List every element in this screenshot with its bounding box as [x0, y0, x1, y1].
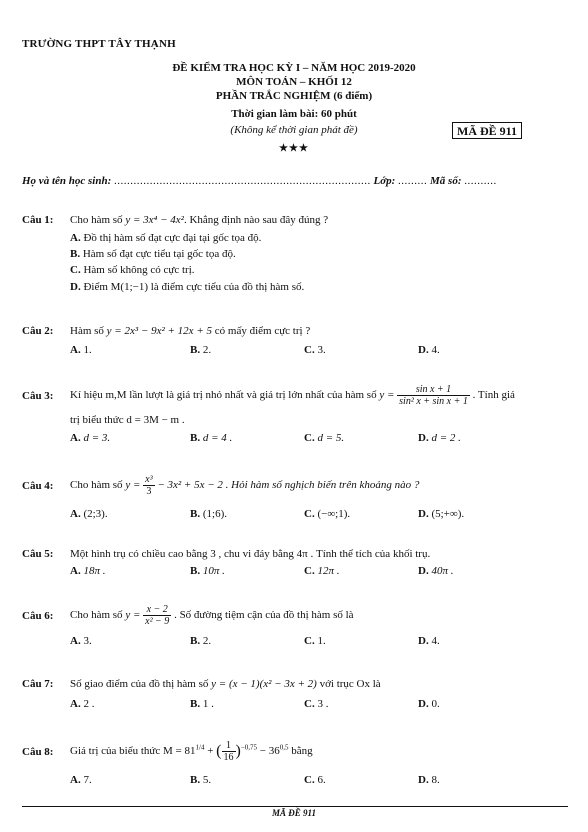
section-title: PHẦN TRẮC NGHIỆM (6 điểm) [215, 90, 373, 102]
option-c[interactable]: C. 6. [304, 774, 326, 786]
question-stem: Cho hàm số y = 3x⁴ − 4x². Khẳng định nào sau đây đúng ? [70, 214, 329, 226]
question-number: Câu 6: [22, 610, 54, 622]
option-a[interactable]: A. 2 . [70, 698, 95, 710]
option-b[interactable]: B. 5. [190, 774, 212, 786]
option-d[interactable]: D. 0. [418, 698, 440, 710]
name-field[interactable]: ............................................................................... [113, 175, 371, 187]
option-c[interactable]: C. 3. [304, 344, 326, 356]
option-b[interactable]: B. (1;6). [190, 508, 227, 520]
option-d[interactable]: D. (5;+∞). [418, 508, 465, 520]
option-a[interactable]: A. 1. [70, 344, 92, 356]
question-stem: Một hình trụ có chiều cao bằng 3 , chu vi đáy bằng 4π . Tính thể tích của khối trụ. [70, 548, 431, 560]
option-c[interactable]: C. 12π . [304, 565, 340, 577]
exam-title: ĐỀ KIỂM TRA HỌC KỲ I – NĂM HỌC 2019-2020 [172, 62, 416, 74]
time-note: (Không kể thời gian phát đề) [230, 124, 358, 136]
option-a[interactable]: A. 7. [70, 774, 92, 786]
question-number: Câu 7: [22, 678, 54, 690]
math-expression: y = 3x⁴ − 4x² [125, 214, 184, 226]
question-stem: Kí hiệu m,M lần lượt là giá trị nhỏ nhất và giá trị lớn nhất của hàm số y = $\frac{\text{sin x + 1}}{\text{sin² x + sin x + 1}}$ . Tính giá [70, 384, 515, 407]
option-a[interactable]: A. d = 3. [70, 432, 111, 444]
stars-divider: ★★★ [279, 143, 309, 154]
time-limit: Thời gian làm bài: 60 phút [231, 108, 357, 120]
footer-divider [22, 806, 568, 807]
fraction: $\frac{\text{sin x + 1}}{\text{sin² x + sin x + 1}}$ [399, 384, 468, 407]
option-a[interactable]: A. 18π . [70, 565, 106, 577]
option-c[interactable]: C. 3 . [304, 698, 329, 710]
option-b[interactable]: B. 10π . [190, 565, 225, 577]
question-number: Câu 4: [22, 480, 54, 492]
question-number: Câu 3: [22, 390, 54, 402]
fraction: $\frac{1}{16}$ [223, 740, 234, 763]
question-stem: Cho hàm số y = $\frac{\text{x³}}{3}$ − 3x² + 5x − 2 . Hỏi hàm số nghịch biến trên khoảng nào ? [70, 474, 420, 497]
option-a[interactable]: A. 3. [70, 635, 92, 647]
option-d[interactable]: D. Điểm M(1;−1) là điểm cực tiểu của đồ thị hàm số. [70, 281, 305, 293]
fraction: $\frac{\text{x³}}{3}$ [145, 474, 153, 497]
question-stem: Số giao điểm của đồ thị hàm số y = (x − 1)(x² − 3x + 2) với trục Ox là [70, 678, 381, 690]
math-expression: y = (x − 1)(x² − 3x + 2) [211, 678, 317, 690]
option-d[interactable]: D. 4. [418, 344, 440, 356]
option-d[interactable]: D. 8. [418, 774, 440, 786]
class-label: Lớp: [373, 175, 396, 187]
question-number: Câu 8: [22, 746, 54, 758]
option-d[interactable]: D. 4. [418, 635, 440, 647]
option-c[interactable]: C. Hàm số không có cực trị. [70, 264, 195, 276]
option-d[interactable]: D. 40π . [418, 565, 454, 577]
option-c[interactable]: C. 1. [304, 635, 326, 647]
option-b[interactable]: B. Hàm số đạt cực tiểu tại gốc tọa độ. [70, 248, 236, 260]
question-stem: Giá trị của biểu thức $M = 81^{1/4}$ + ( $\frac{1}{16}$ )$^{-0,75} - 36^{0,5}$ bằng [70, 740, 313, 763]
option-a[interactable]: A. (2;3). [70, 508, 108, 520]
school-name: TRƯỜNG THPT TÂY THẠNH [22, 38, 176, 50]
question-stem: Cho hàm số y = $\frac{x - 2}{\text{x² − 9}}$ . Số đường tiệm cận của đồ thị hàm số là [70, 604, 354, 627]
option-b[interactable]: B. 2. [190, 344, 212, 356]
question-number: Câu 1: [22, 214, 54, 226]
option-b[interactable]: B. 1 . [190, 698, 214, 710]
fraction: $\frac{x - 2}{\text{x² − 9}}$ [145, 604, 170, 627]
option-c[interactable]: C. (−∞;1). [304, 508, 351, 520]
option-d[interactable]: D. d = 2 . [418, 432, 461, 444]
question-stem: Hàm số y = 2x³ − 9x² + 12x + 5 có mấy điểm cực trị ? [70, 325, 311, 337]
name-label: Họ và tên học sinh: [22, 175, 112, 187]
option-a[interactable]: A. Đồ thị hàm số đạt cực đại tại gốc tọa độ. [70, 232, 262, 244]
id-label: Mã số: [430, 175, 462, 187]
footer-exam-code: MÃ ĐỀ 911 [271, 808, 316, 818]
option-b[interactable]: B. d = 4 . [190, 432, 233, 444]
question-number: Câu 5: [22, 548, 54, 560]
question-3 [22, 384, 568, 426]
question-number: Câu 2: [22, 325, 54, 337]
option-b[interactable]: B. 2. [190, 635, 212, 647]
exam-code-box: MÃ ĐỀ 911 [452, 122, 522, 139]
class-field[interactable]: ......... [398, 175, 428, 187]
math-expression: y = 2x³ − 9x² + 12x + 5 [106, 325, 212, 337]
student-info-line [22, 175, 497, 187]
option-c[interactable]: C. d = 5. [304, 432, 345, 444]
question-stem-line2: trị biểu thức d = 3M − m . [70, 414, 185, 426]
id-field[interactable]: .......... [464, 175, 497, 187]
subject-title: MÔN TOÁN – KHỐI 12 [236, 76, 352, 88]
